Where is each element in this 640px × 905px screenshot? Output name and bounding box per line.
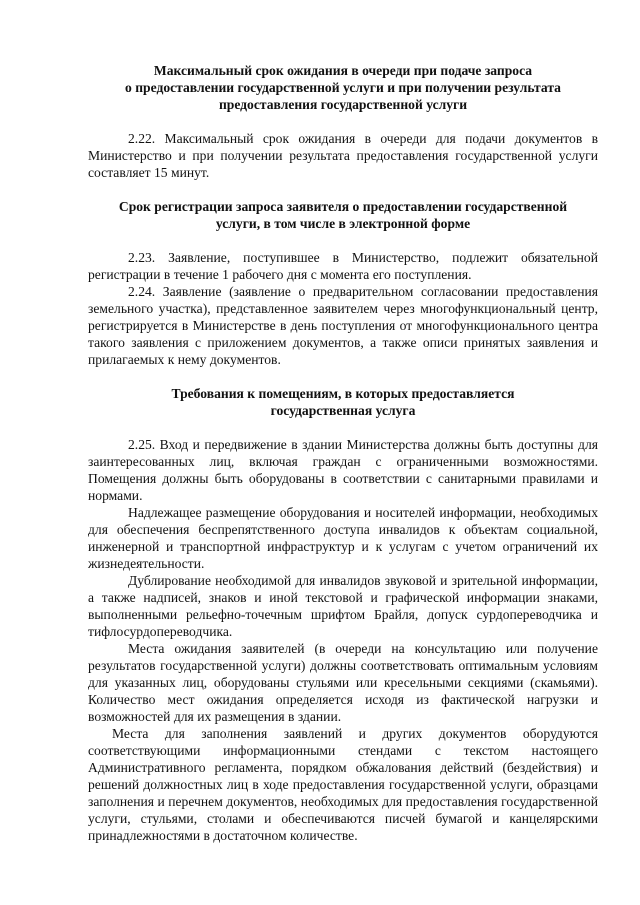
section-heading <box>88 62 598 113</box>
document-page <box>88 62 598 844</box>
paragraph-2-25: 2.25. Вход и передвижение в здании Министерства должны быть доступны для заинтересованных лиц, включая граждан с ограниченными возможностями. Помещения должны быть оборудованы в соответствии с санитарными правилами и нормами. <box>88 437 598 503</box>
section-heading <box>88 198 598 232</box>
paragraph-2-22: 2.22. Максимальный срок ожидания в очереди для подачи документов в Министерство и при получении результата предоставления государственной услуги составляет 15 минут. <box>88 131 598 180</box>
heading-line: Срок регистрации запроса заявителя о предоставлении государственной <box>118 199 568 214</box>
heading-line: о предоставлении государственной услуги и при получении результата <box>125 80 561 95</box>
paragraph-accessibility: Надлежащее размещение оборудования и носителей информации, необходимых для обеспечения беспрепятственного доступа инвалидов к объектам социальной, инженерной и транспортной инфраструктур и к услугам с учетом ограничений их жизнедеятельности. <box>88 505 598 571</box>
heading-line: предоставления государственной услуги <box>218 97 468 112</box>
paragraph-2-24: 2.24. Заявление (заявление о предварительном согласовании предоставления земельного участка), представленное заявителем через многофункциональный центр, регистрируется в Министерстве в день поступления от многофункционального центра такого заявления с приложением документов, а также описи принятых заявления и прилагаемых к нему документов. <box>88 284 598 367</box>
paragraph-filling-places: Места для заполнения заявлений и других документов оборудуются соответствующими информационными стендами с текстом настоящего Административного регламента, порядком обжалования действий (бездействия) и решений должностных лиц в ходе предоставления государственной услуги, образцами заполнения и перечнем документов, необходимых для предоставления государственной услуги, стульями, столами и обеспечиваются писчей бумагой и канцелярскими принадлежностями в достаточном количестве. <box>88 726 598 843</box>
heading-line: Максимальный срок ожидания в очереди при подаче запроса <box>153 63 533 78</box>
paragraph-waiting-places: Места ожидания заявителей (в очереди на консультацию или получение результатов государственной услуги) должны соответствовать оптимальным условиям для указанных лиц, оборудованы стульями или кресельными секциями (скамьями). Количество мест ожидания определяется исходя из фактической нагрузки и возможностей для их размещения в здании. <box>88 641 598 724</box>
heading-line: услуги, в том числе в электронной форме <box>215 216 471 231</box>
heading-line: Требования к помещениям, в которых предоставляется <box>171 386 515 401</box>
section-heading <box>88 385 598 419</box>
heading-line: государственная услуга <box>270 403 416 418</box>
paragraph-2-23: 2.23. Заявление, поступившее в Министерство, подлежит обязательной регистрации в течение 1 рабочего дня с момента его поступления. <box>88 250 598 282</box>
paragraph-braille: Дублирование необходимой для инвалидов звуковой и зрительной информации, а также надписей, знаков и иной текстовой и графической информации знаками, выполненными рельефно-точечным шрифтом Брайля, допуск сурдопереводчика и тифлосурдопереводчика. <box>88 573 598 639</box>
